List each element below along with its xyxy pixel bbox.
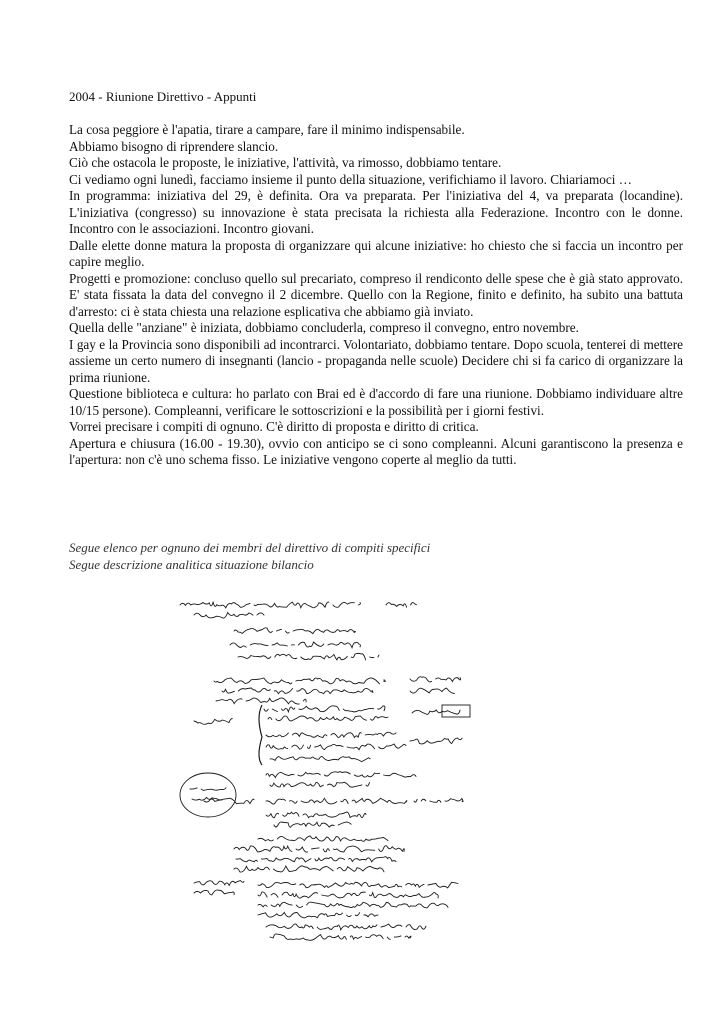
handwriting-stroke [194,613,264,619]
handwriting-stroke [264,706,385,712]
paragraph: Ci vediamo ogni lunedì, facciamo insieme il punto della situazione, verifichiamo il lavoro. Chiariamoci … [69,171,632,187]
handwriting-stroke [180,602,364,608]
document-notes [69,540,683,573]
paragraph: Abbiamo bisogno di riprendere slancio. [69,138,279,154]
note-line: Segue descrizione analitica situazione bilancio [69,556,314,572]
handwriting-stroke [190,788,226,791]
paragraph: Ciò che ostacola le proposte, le iniziative, l'attività, va rimosso, dobbiamo tentare. [69,155,502,170]
paragraph: La cosa peggiore è l'apatia, tirare a campare, fare il minimo indispensabile. [69,122,465,137]
paragraph: I gay e la Provincia sono disponibili ad incontrarci. Volontariato, dobbiamo tentare. Dopo scuola, tenterei di mettere assieme un certo numero di insegnanti (lancio - propaganda nelle scuole) Decidere chi si fa carico di organizzare la prima riunione. [69,336,683,385]
handwriting-stroke [238,653,379,660]
paragraph: Dalle elette donne matura la proposta di organizzare qui alcune iniziative: ho chiesto che si faccia un incontro per capire meglio. [69,237,683,269]
handwriting-stroke [268,716,392,721]
handwriting-stroke [230,642,360,648]
paragraph: In programma: iniziativa del 29, è definita. Ora va preparata. Per l'iniziativa del 4, va preparata (locandine). L'iniziativa (congresso) su innovazione è stata precisata la richiesta alla Federazione. Incontro con le donne. Incontro con le associazioni. Incontro giovani. [69,188,683,236]
handwriting-stroke [216,698,306,704]
paragraph: Vorrei precisare i compiti di ognuno. C'è diritto di proposta e diritto di critica. [69,419,479,434]
handwriting-stroke [258,836,392,841]
handwriting-stroke [410,738,462,744]
handwriting-stroke [270,782,374,787]
handwritten-bracket [259,705,262,765]
document-body [69,122,683,469]
handwriting-stroke [258,882,458,888]
handwriting-stroke [192,797,222,800]
handwriting-stroke [266,732,396,737]
paragraph: Questione biblioteca e cultura: ho parlato con Brai ed è d'accordo di fare una riunione. Dobbiamo individuare altre 10/15 persone). Compleanni, verificare le sottoscrizioni e la possibilità per i giorni festivi. [69,386,683,418]
paragraph: Apertura e chiusura (16.00 - 19.30), ovvio con anticipo se ci sono compleanni. Alcuni garantiscono la presenza e l'apertura: non c'è uno schema fisso. Le iniziative vengono coperte al meglio da tutti. [69,435,683,467]
handwriting-stroke [258,892,438,898]
document-title: 2004 - Riunione Direttivo - Appunti [69,89,257,104]
handwriting-stroke [234,866,384,872]
handwriting-stroke [222,688,373,694]
handwriting-stroke [410,688,454,693]
paragraph: Quella delle "anziane" è iniziata, dobbiamo concluderla, compreso il convegno, entro novembre. [69,320,579,335]
handwriting-stroke [194,719,236,725]
handwritten-notes-scan [174,587,480,945]
paragraph: Progetti e promozione: concluso quello sul precariato, compreso il rendiconto delle spese che è già stato approvato. E' stata fissata la data del convegno il 2 dicembre. Quello con la Regione, finito e definito, ha subito una battuta d'arresto: ci è stata chiesta una relazione esplicativa che abbiamo già inviato. [69,270,683,319]
note-line: Segue elenco per ognuno dei membri del direttivo di compiti specifici [69,540,431,555]
handwriting-stroke [270,757,370,762]
handwriting-stroke [266,744,406,750]
handwriting-stroke [412,710,460,714]
handwriting-stroke [194,881,244,886]
handwriting-stroke [258,902,448,908]
handwriting-stroke [234,628,355,634]
handwriting-stroke [214,678,385,684]
handwriting-stroke [258,912,378,917]
handwriting-stroke [270,934,411,940]
handwriting-stroke [414,799,463,803]
handwritten-circle [180,773,236,817]
handwriting-stroke [386,603,416,608]
handwriting-image [174,587,480,945]
handwriting-stroke [234,846,404,852]
handwriting-stroke [266,798,407,804]
handwriting-stroke [194,890,234,895]
handwriting-stroke [266,772,420,778]
handwriting-stroke [410,677,464,682]
handwriting-stroke [266,812,366,818]
handwriting-stroke [204,798,254,804]
handwriting-stroke [274,822,355,827]
handwriting-stroke [266,924,430,930]
handwriting-stroke [236,857,396,862]
